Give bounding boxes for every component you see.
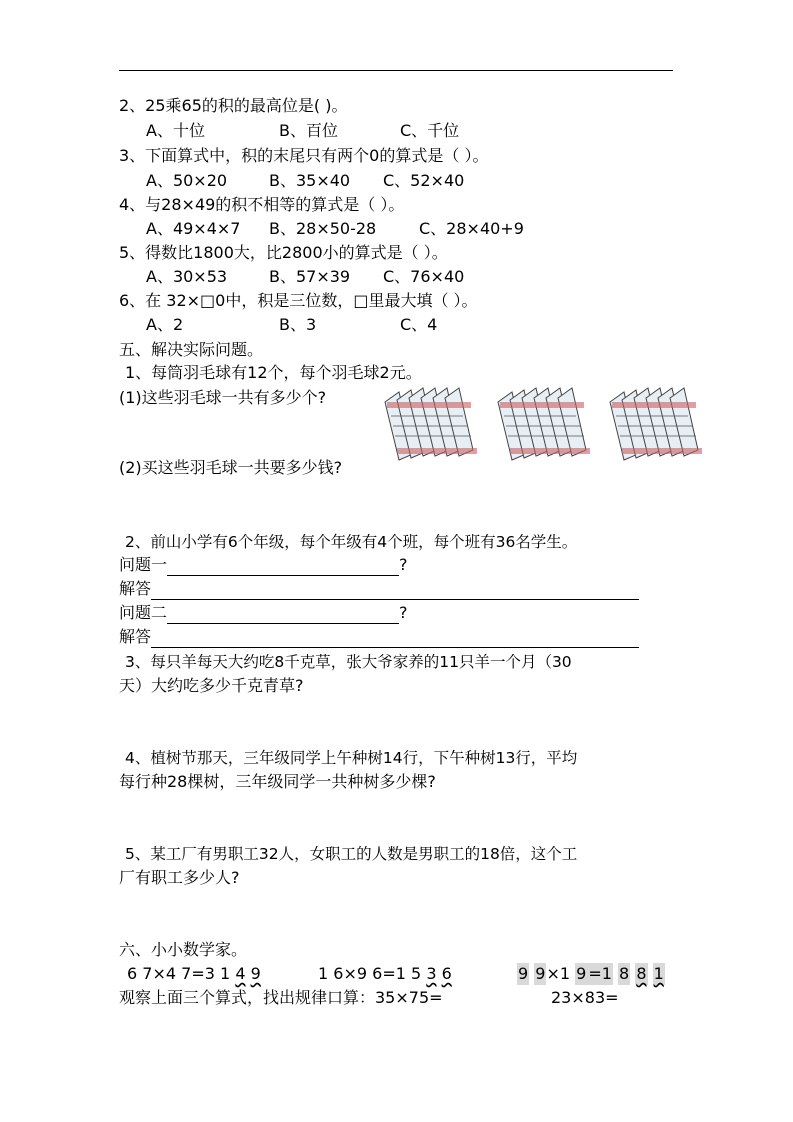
equation-3: 9 9×1 9 =1 8 8 1 xyxy=(518,964,664,983)
question-4-options xyxy=(146,218,524,240)
problem-2-answer-2-row xyxy=(119,626,639,648)
shuttlecock-tubes-image xyxy=(383,386,483,462)
problem-4-line-1: 4、植树节那天，三年级同学上午种树14行，下午种树13行，平均 xyxy=(125,749,578,767)
section-6-title: 六、小小数学家。 xyxy=(119,940,248,959)
question-5: 5、得数比1800大，比2800小的算式是（ ）。 xyxy=(119,243,448,262)
shuttlecock-tubes-icon xyxy=(496,386,596,462)
problem-5-line-2: 厂有职工多少人? xyxy=(119,868,240,887)
option-c[interactable]: C、52×40 xyxy=(383,171,465,190)
question-2-blank[interactable] xyxy=(167,607,399,624)
answer-1-blank[interactable] xyxy=(151,583,639,600)
problem-2-stem: 2、前山小学有6个年级，每个年级有4个班，每个班有36名学生。 xyxy=(125,533,578,551)
equation-2: 1 6×9 6=1 5 3 6 xyxy=(318,964,452,983)
answer-1-label: 解答 xyxy=(119,579,152,598)
observe-line: 观察上面三个算式，找出规律口算：35×75= xyxy=(119,988,443,1007)
problem-1-stem: 1、每筒羽毛球有12个，每个羽毛球2元。 xyxy=(125,363,422,382)
answer-2-label: 解答 xyxy=(119,627,152,646)
shuttlecock-tubes-image xyxy=(608,386,708,462)
option-b[interactable]: B、35×40 xyxy=(269,171,351,190)
problem-2-answer-1-row xyxy=(119,578,639,600)
option-c[interactable]: C、28×40+9 xyxy=(419,219,524,238)
option-b[interactable]: B、28×50-28 xyxy=(269,219,377,238)
shuttlecock-tubes-icon xyxy=(383,386,483,462)
option-a[interactable]: A、30×53 xyxy=(146,267,228,286)
option-a[interactable]: A、2 xyxy=(146,315,184,334)
option-a[interactable]: A、十位 xyxy=(146,121,205,140)
option-c[interactable]: C、4 xyxy=(400,315,438,334)
question-1-label: 问题一 xyxy=(119,555,168,574)
shuttlecock-tubes-image xyxy=(496,386,596,462)
problem-3-line-1: 3、每只羊每天大约吃8千克草，张大爷家养的11只羊一个月（30 xyxy=(125,653,572,671)
problem-2-question-1-row xyxy=(119,554,408,576)
problem-5-line-1: 5、某工厂有男职工32人，女职工的人数是男职工的18倍，这个工 xyxy=(125,845,578,863)
option-b[interactable]: B、3 xyxy=(279,315,317,334)
question-2: 2、25乘65的积的最高位是( )。 xyxy=(119,96,348,115)
question-mark: ? xyxy=(399,603,408,622)
question-5-options xyxy=(146,266,464,288)
question-3: 3、下面算式中，积的末尾只有两个0的算式是（ ）。 xyxy=(119,146,489,165)
question-3-options xyxy=(146,170,464,192)
question-2-options xyxy=(146,120,459,142)
question-mark: ? xyxy=(399,555,408,574)
option-b[interactable]: B、百位 xyxy=(279,121,338,140)
option-b[interactable]: B、57×39 xyxy=(269,267,351,286)
answer-2-blank[interactable] xyxy=(151,631,639,648)
shuttlecock-tubes-icon xyxy=(608,386,708,462)
question-4: 4、与28×49的积不相等的算式是（ ）。 xyxy=(119,195,405,214)
option-c[interactable]: C、76×40 xyxy=(383,267,465,286)
problem-3-line-2: 天）大约吃多少千克青草? xyxy=(119,676,304,695)
option-a[interactable]: A、50×20 xyxy=(146,171,228,190)
problem-2-question-2-row xyxy=(119,602,408,624)
calc-2: 23×83= xyxy=(551,988,619,1007)
problem-4-line-2: 每行种28棵树，三年级同学一共种树多少棵? xyxy=(119,772,436,791)
problem-1-sub2: (2)买这些羽毛球一共要多少钱? xyxy=(119,458,343,477)
section-5-title: 五、解决实际问题。 xyxy=(119,340,264,359)
option-a[interactable]: A、49×4×7 xyxy=(146,219,241,238)
question-1-blank[interactable] xyxy=(167,559,399,576)
option-c[interactable]: C、千位 xyxy=(400,121,460,140)
equation-1: 6 7×4 7=3 1 4 9 xyxy=(127,964,261,983)
problem-1-sub1: (1)这些羽毛球一共有多少个? xyxy=(119,388,327,407)
top-rule xyxy=(119,70,673,71)
question-6-options xyxy=(146,314,437,336)
question-6: 6、在 32×□0中，积是三位数，□里最大填（ ）。 xyxy=(119,291,478,310)
question-2-label: 问题二 xyxy=(119,603,168,622)
